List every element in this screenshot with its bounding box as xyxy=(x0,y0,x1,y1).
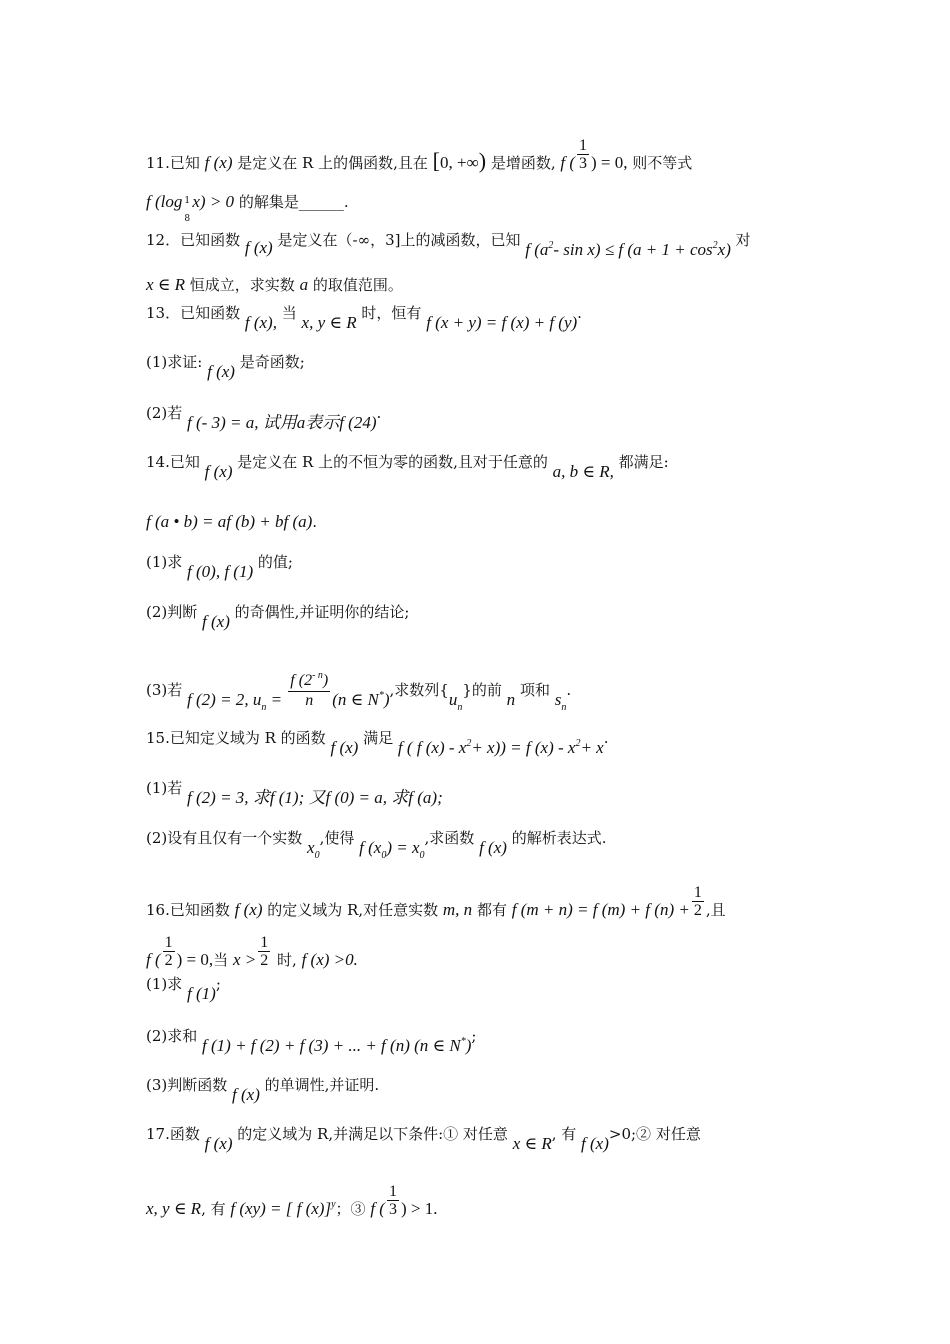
q16-p3-label: (3)判断函数 xyxy=(146,1076,228,1094)
expr-a: f (1) + f (2) + f (3) + ... + f (n) (n ∈ N xyxy=(202,1036,461,1055)
q16-l2-fraction2 xyxy=(258,934,270,969)
eq-sup1: 2 xyxy=(466,738,472,749)
q17-have2: , 有 xyxy=(201,1200,226,1218)
q16-p2-expr xyxy=(202,1034,471,1061)
q15-p1-expr: f (2) = 3, 求f (1); 又f (0) = a, 求f (a); xyxy=(187,788,443,807)
q16-l2-eq: ) = 0, xyxy=(176,950,214,969)
q17-eq xyxy=(230,1197,335,1224)
u2: u xyxy=(448,690,458,709)
q13-shi: 时，恒有 xyxy=(361,304,422,322)
s-sub: n xyxy=(561,702,567,713)
q14-p2-fx: f (x) xyxy=(202,612,230,631)
q14-p1-label: (1)求 xyxy=(146,553,183,571)
q13-p2-label: (2)若 xyxy=(146,404,183,422)
fraction-numerator: 1 xyxy=(164,934,173,951)
q16-part3 xyxy=(146,1073,380,1104)
eq-b: + x)) = f (x) - x xyxy=(471,738,576,757)
q14-p3-text2: }的前 xyxy=(462,681,502,699)
q12-tail2: 的取值范围。 xyxy=(312,276,403,294)
q15-number: 15.已知定义域为 R 的函数 xyxy=(146,729,326,747)
q12-number: 12．已知函数 xyxy=(146,231,241,249)
q17-fraction xyxy=(387,1183,399,1218)
q12-text: 是定义在（-∞，3]上的减函数，已知 xyxy=(277,231,521,249)
q11-arg: x) > 0 xyxy=(192,192,235,211)
q13-p1-fx: f (x) xyxy=(207,362,235,381)
q11-fx: f (x) xyxy=(204,153,233,172)
q14-fx: f (x) xyxy=(204,462,233,481)
q11-text: 是定义在 R 上的偶函数,且在 xyxy=(237,154,428,172)
q16-p1-expr: f (1) xyxy=(187,984,216,1003)
q16-l2-fraction xyxy=(163,934,175,969)
q13-number: 13．已知函数 xyxy=(146,304,241,322)
q15-p1-label: (1)若 xyxy=(146,779,183,797)
q16-p2-label: (2)求和 xyxy=(146,1027,198,1045)
num-a: f (2 xyxy=(290,672,313,689)
eq-a: f ( f (x) - x xyxy=(397,738,467,757)
q14-p3-f2: f (2) = 2 xyxy=(187,690,245,709)
q16-l2-when: 当 xyxy=(213,951,229,969)
fraction-numerator: 1 xyxy=(693,884,702,901)
q12-fx: f (x) xyxy=(244,238,273,257)
fraction-numerator xyxy=(288,672,330,692)
q16-l2-f: f ( xyxy=(146,950,161,969)
q12-line1 xyxy=(146,228,751,259)
q14-p3-label: (3)若 xyxy=(146,681,183,699)
fraction-denominator: 3 xyxy=(579,155,588,172)
q16-l2-shi: 时, xyxy=(277,951,297,969)
fraction-denominator: 2 xyxy=(693,902,702,919)
x-sub: 0 xyxy=(314,850,320,861)
q13-xy: x, y ∈ R xyxy=(301,313,357,332)
q14-p3-u2 xyxy=(449,688,463,715)
q13-p2-expr: f (- 3) = a, 试用a表示f (24) xyxy=(187,413,377,432)
q15-p2-text: ,求函数 xyxy=(424,829,475,847)
q14-p3-u: u xyxy=(252,690,262,709)
q15-p2-tail: 的解析表达式. xyxy=(511,829,607,847)
eq-sup: y xyxy=(331,1199,336,1210)
q16-p1-label: (1)求 xyxy=(146,975,183,993)
q17-line2 xyxy=(146,1183,437,1224)
q14-p3-n: n xyxy=(506,690,516,709)
q14-text: 是定义在 R 上的不恒为零的函数,且对于任意的 xyxy=(237,453,548,471)
q14-line1 xyxy=(146,450,669,481)
fraction-numerator: 1 xyxy=(388,1183,397,1200)
q17-sep: ；③ xyxy=(335,1200,366,1218)
q16-p1-tail: ; xyxy=(215,975,221,993)
expr-sup: * xyxy=(460,1036,466,1047)
q11-bracket-close: ) xyxy=(478,148,487,173)
q17-xy: x, y ∈ R xyxy=(146,1199,202,1218)
ineq-sup1: 2 xyxy=(548,240,554,251)
q17-tail: >0;② 对任意 xyxy=(608,1125,701,1143)
eq-c: + x xyxy=(580,738,604,757)
ineq-a: f (a xyxy=(525,240,549,259)
q14-p3-text: ,求数列{ xyxy=(389,681,449,699)
q16-l2-x: x > xyxy=(232,950,257,969)
q17-have: , 有 xyxy=(551,1125,577,1143)
q13-p1-label: (1)求证: xyxy=(146,353,203,371)
q14-line2 xyxy=(146,510,317,534)
q14-part3 xyxy=(146,662,572,713)
q15-fx: f (x) xyxy=(330,738,359,757)
q15-line1 xyxy=(146,726,609,757)
q11-line2 xyxy=(146,183,349,224)
q13-dot: . xyxy=(577,304,582,322)
s: s xyxy=(554,690,562,709)
log-base-den: 8 xyxy=(184,214,191,224)
expr-b: ) xyxy=(465,1036,472,1055)
q13-when: 当 xyxy=(281,304,297,322)
fraction-denominator: 2 xyxy=(164,952,173,969)
eq-b: ) = x xyxy=(386,838,420,857)
q14-p2-label: (2)判断 xyxy=(146,603,198,621)
q13-p1-tail: 是奇函数; xyxy=(239,353,305,371)
q15-p2-mid: ,使得 xyxy=(319,829,355,847)
q14-part1 xyxy=(146,550,293,581)
q13-p2-dot: . xyxy=(376,404,382,422)
fraction-denominator: 3 xyxy=(388,1201,397,1218)
q11-fraction xyxy=(577,137,589,172)
q11-interval: 0, +∞ xyxy=(439,153,479,172)
ineq-b: - sin x) ≤ f (a + 1 + cos xyxy=(553,240,713,259)
q14-p3-comma: , xyxy=(244,690,249,709)
q17-number: 17.函数 xyxy=(146,1125,200,1143)
q14-p3-usub: n xyxy=(261,702,267,713)
q14-p3-fraction xyxy=(288,672,330,709)
q17-line1 xyxy=(146,1122,701,1153)
q11-f: f ( xyxy=(560,153,576,172)
q14-part2 xyxy=(146,600,410,631)
q14-number: 14.已知 xyxy=(146,453,200,471)
q16-p2-tail: ; xyxy=(471,1027,477,1045)
q11-log: f (log xyxy=(146,192,183,211)
q12-inequality xyxy=(525,238,731,265)
num-sup: - n xyxy=(312,670,323,681)
fraction-numerator: 1 xyxy=(579,137,588,154)
q16-p3-tail: 的单调性,并证明. xyxy=(264,1076,380,1094)
q11-bracket-open: [ xyxy=(432,148,440,173)
q12-line2 xyxy=(146,273,403,297)
q11-text2: 是增函数, xyxy=(490,154,556,172)
q12-cond: x ∈ R xyxy=(146,275,186,294)
fraction-numerator: 1 xyxy=(260,934,269,951)
q16-tail: ,且 xyxy=(705,901,726,919)
eq-sub1: 0 xyxy=(381,850,387,861)
q17-text: 的定义域为 R,并满足以下条件:① 对任意 xyxy=(237,1125,508,1143)
eq-a: f (x xyxy=(359,838,382,857)
q16-part2 xyxy=(146,1024,477,1055)
fraction-denominator: n xyxy=(305,692,314,709)
q14-dot: . xyxy=(312,513,318,531)
q14-p3-dot: . xyxy=(566,681,572,699)
q17-cond: x ∈ R xyxy=(512,1134,552,1153)
q16-part1 xyxy=(146,972,221,1003)
u2-sub: n xyxy=(457,702,463,713)
q16-number: 16.已知函数 xyxy=(146,901,230,919)
eq-sub2: 0 xyxy=(419,850,425,861)
q16-line1 xyxy=(146,884,726,922)
eq-a: f (xy) = [ f (x)] xyxy=(230,1199,332,1218)
num-b: ) xyxy=(322,672,329,689)
q17-fx: f (x) xyxy=(204,1134,233,1153)
q15-eq xyxy=(398,736,604,763)
q12-a: a xyxy=(299,275,309,294)
q15-part2 xyxy=(146,826,607,861)
q14-p1-expr: f (0), f (1) xyxy=(187,562,254,581)
q17-fx2: f (x) xyxy=(581,1134,609,1153)
q11-eq: ) = 0, xyxy=(591,153,628,172)
q15-p2-eq xyxy=(359,836,424,863)
q17-tail2: ) > 1. xyxy=(400,1199,438,1218)
q12-tail: 对 xyxy=(735,231,751,249)
q15-part1 xyxy=(146,776,443,807)
q14-p3-eq: = xyxy=(270,690,283,709)
ineq-c: x) xyxy=(717,240,731,259)
x: x xyxy=(307,838,315,857)
q16-have: 都有 xyxy=(476,901,507,919)
q15-dot: . xyxy=(603,729,609,747)
q11-number: 11.已知 xyxy=(146,154,200,172)
q12-text2: 恒成立，求实数 xyxy=(189,276,295,294)
q14-eq: f (a • b) = af (b) + bf (a) xyxy=(146,512,313,531)
q13-fx: f (x), xyxy=(244,313,277,332)
q11-tail: 则不等式 xyxy=(632,154,693,172)
q14-p2-tail: 的奇偶性,并证明你的结论; xyxy=(234,603,410,621)
q14-p3-s xyxy=(555,688,567,715)
q15-p2-fx: f (x) xyxy=(479,838,507,857)
q14-p3-formula xyxy=(187,672,389,715)
q13-eq: f (x + y) = f (x) + f (y) xyxy=(426,313,578,332)
q11-log-base xyxy=(182,183,192,224)
q11-tail2: 的解集是______. xyxy=(238,193,349,211)
q16-l2-fx: f (x) >0. xyxy=(301,950,358,969)
q16-line2 xyxy=(146,934,358,972)
eq-sup2: 2 xyxy=(575,738,581,749)
q15-p2-x0 xyxy=(307,836,320,863)
ineq-sup2: 2 xyxy=(712,240,718,251)
q14-p3-cond-a: (n ∈ N xyxy=(332,690,379,709)
q15-p2-label: (2)设有且仅有一个实数 xyxy=(146,829,303,847)
q14-p3-cond-sup: * xyxy=(378,690,384,701)
q14-tail: 都满足: xyxy=(618,453,669,471)
q16-p3-fx: f (x) xyxy=(232,1085,260,1104)
q14-ab: a, b ∈ R, xyxy=(552,462,614,481)
q17-f: f ( xyxy=(370,1199,385,1218)
q16-eq: f (m + n) = f (m) + f (n) + xyxy=(511,900,690,919)
q15-text: 满足 xyxy=(363,729,394,747)
q13-part2 xyxy=(146,401,382,432)
q14-p3-text3: 项和 xyxy=(519,681,550,699)
q14-p1-tail: 的值; xyxy=(257,553,293,571)
q16-mn: m, n xyxy=(442,900,473,919)
fraction-denominator: 2 xyxy=(260,952,269,969)
log-base-num: 1 xyxy=(184,196,191,206)
q16-fx: f (x) xyxy=(234,900,263,919)
q13-part1 xyxy=(146,350,305,381)
q16-fraction xyxy=(692,884,704,919)
q11-line1 xyxy=(146,137,692,175)
q13-line1 xyxy=(146,301,582,332)
q14-p3-cond-b: ) xyxy=(383,690,390,709)
q16-text: 的定义域为 R,对任意实数 xyxy=(267,901,439,919)
